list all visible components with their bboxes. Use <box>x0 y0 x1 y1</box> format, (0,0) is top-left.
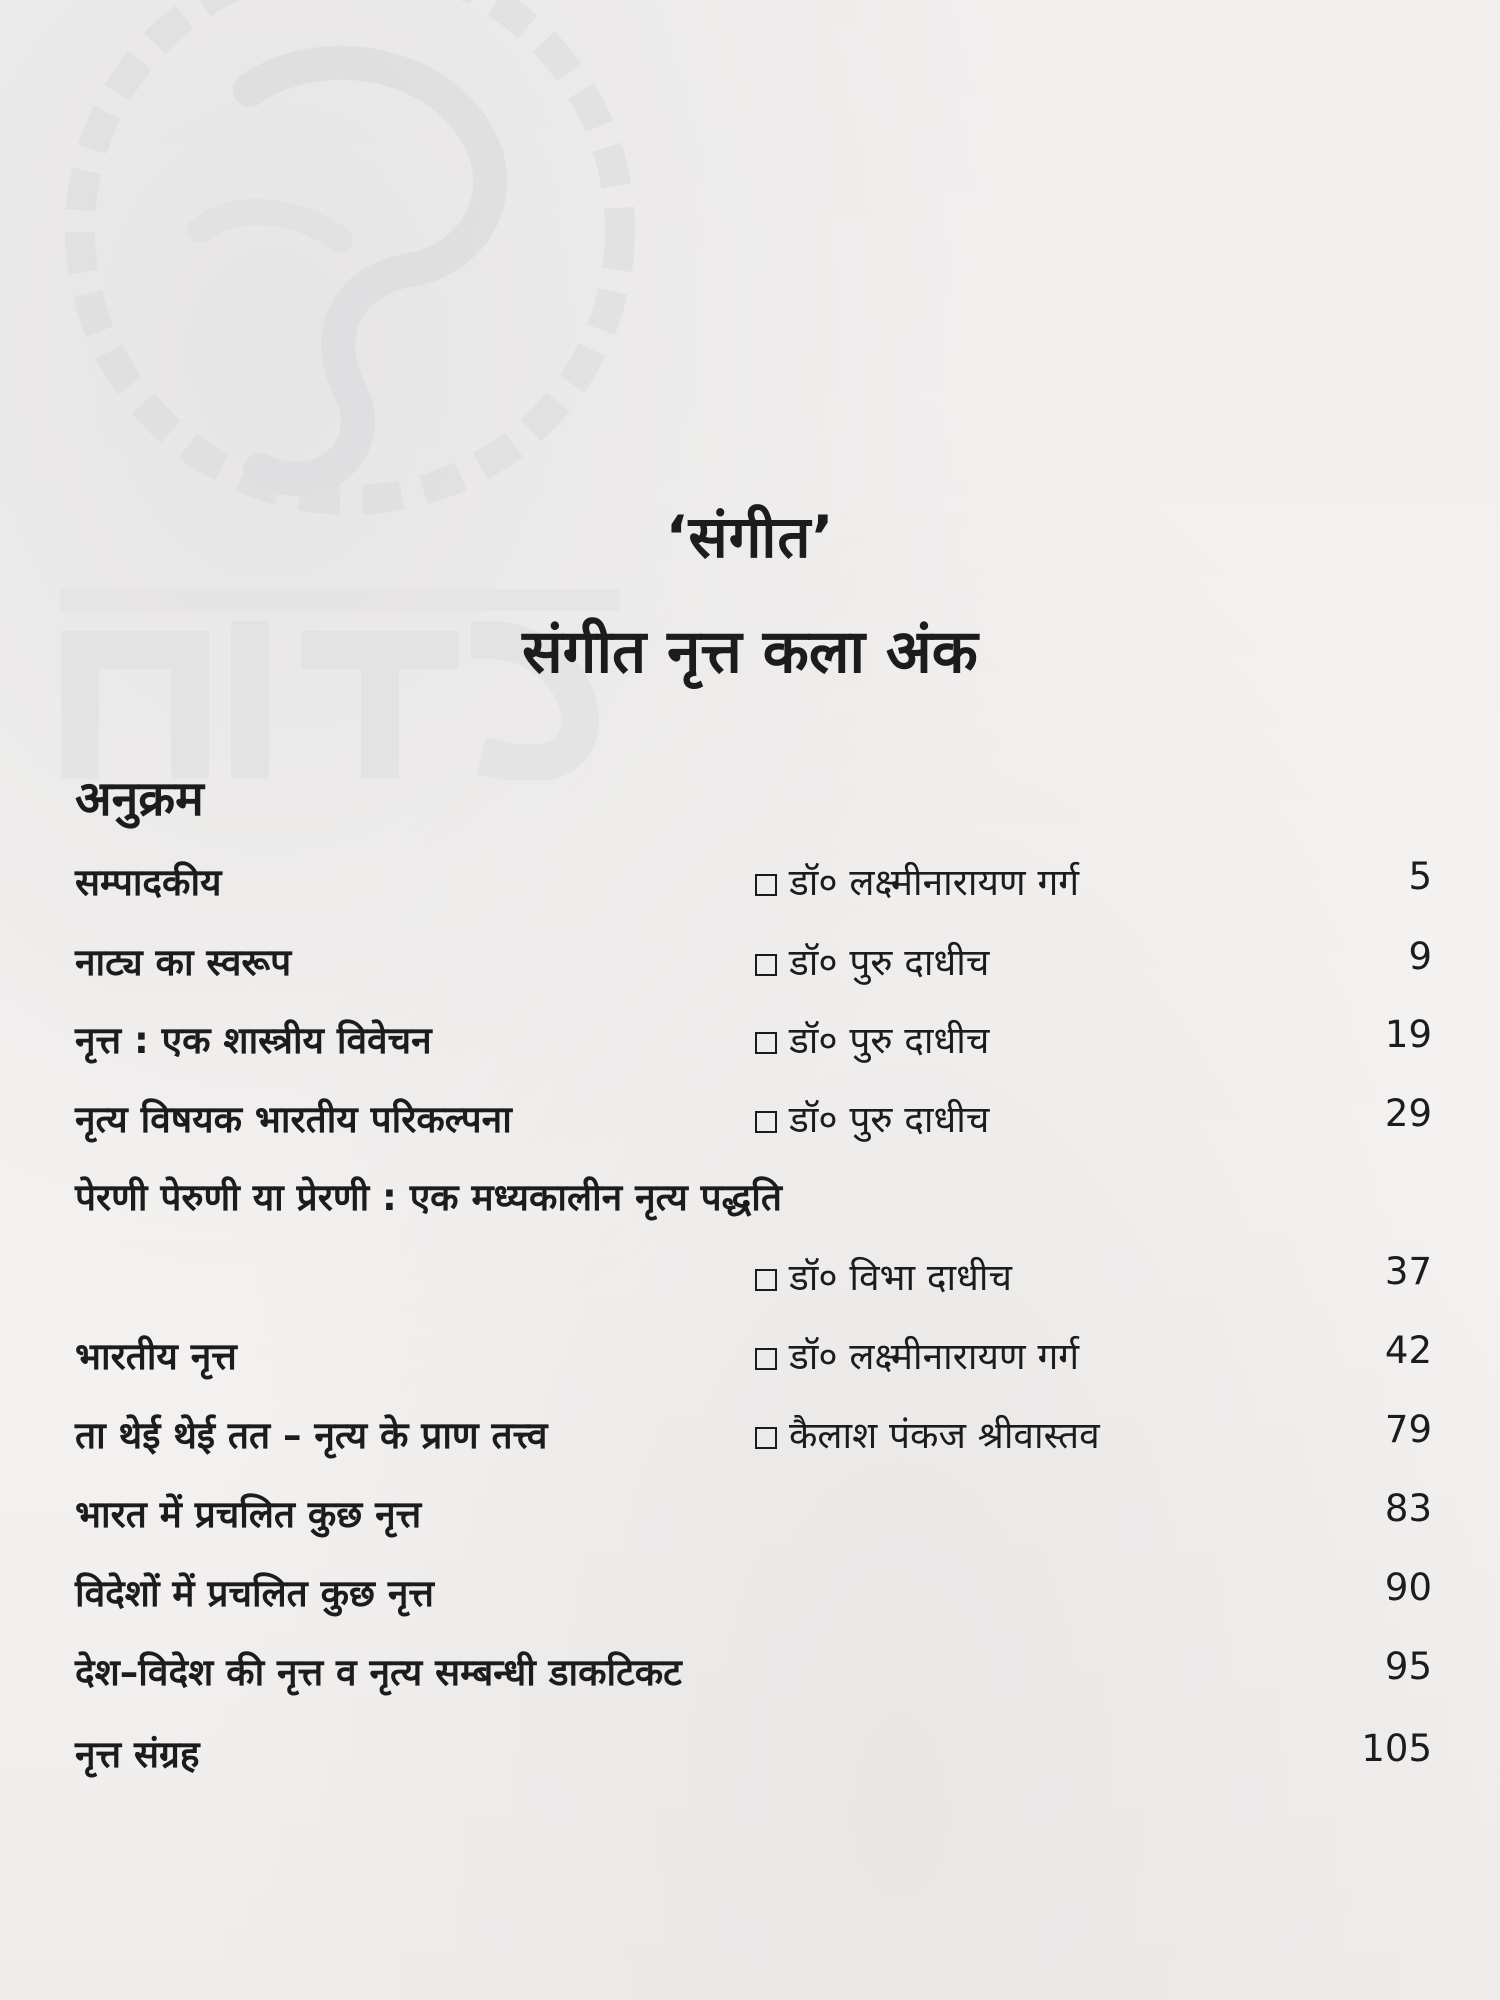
square-box-icon <box>755 1032 777 1054</box>
toc-entry-page: 19 <box>1384 1013 1432 1056</box>
toc-entry-title: सम्पादकीय <box>75 861 222 904</box>
toc-entry-author <box>755 1329 1079 1380</box>
toc-entry-page: 29 <box>1384 1092 1432 1135</box>
toc-entry-author <box>755 1092 989 1143</box>
toc-entry-title: देश–विदेश की नृत्त व नृत्य सम्बन्धी डाकटिकट <box>75 1651 682 1694</box>
toc-entry <box>0 1645 1500 1705</box>
square-box-icon <box>755 1427 777 1449</box>
author-name: डॉ० पुरु दाधीच <box>789 941 990 984</box>
toc-entry <box>0 935 1500 995</box>
toc-entry <box>0 1487 1500 1547</box>
toc-entry-title: ता थेई थेई तत – नृत्य के प्राण तत्त्व <box>75 1414 548 1457</box>
toc-entry-title: भारतीय नृत्त <box>75 1335 237 1378</box>
toc-entry-title: नृत्य विषयक भारतीय परिकल्पना <box>75 1098 512 1141</box>
author-name: डॉ० लक्ष्मीनारायण गर्ग <box>789 1335 1080 1378</box>
toc-entry <box>0 1329 1500 1389</box>
toc-entry <box>0 1566 1500 1626</box>
toc-entry-page: 79 <box>1384 1408 1432 1451</box>
contents-heading: अनुक्रम <box>75 771 204 827</box>
toc-entry-author <box>755 1250 1012 1301</box>
square-box-icon <box>755 954 777 976</box>
square-box-icon <box>755 1111 777 1133</box>
author-name: डॉ० पुरु दाधीच <box>789 1098 990 1141</box>
toc-entry-page: 42 <box>1384 1329 1432 1372</box>
toc-entry-page: 95 <box>1384 1645 1432 1688</box>
square-box-icon <box>755 1348 777 1370</box>
toc-entry-author <box>755 935 989 986</box>
toc-entry-title: नृत्त संग्रह <box>75 1733 200 1776</box>
toc-entry <box>0 1408 1500 1468</box>
magazine-name: ‘संगीत’ <box>665 503 835 571</box>
toc-entry-page: 105 <box>1361 1727 1432 1770</box>
toc-entry-page: 5 <box>1408 855 1432 898</box>
toc-entry-title: नाट्य का स्वरूप <box>75 941 292 984</box>
toc-entry <box>0 855 1500 915</box>
square-box-icon <box>755 874 777 896</box>
toc-entry-page: 9 <box>1408 935 1432 978</box>
toc-entry <box>0 1170 1500 1230</box>
toc-entry-title: पेरणी पेरुणी या प्रेरणी : एक मध्यकालीन नृत्य पद्धति <box>75 1176 782 1219</box>
toc-entry-page: 90 <box>1384 1566 1432 1609</box>
toc-entry <box>0 1727 1500 1787</box>
toc-entry-author <box>755 1013 989 1064</box>
toc-entry-title: नृत्त : एक शास्त्रीय विवेचन <box>75 1019 432 1062</box>
toc-entry <box>0 1013 1500 1073</box>
toc-entry-title: भारत में प्रचलित कुछ नृत्त <box>75 1493 422 1536</box>
toc-entry-author <box>755 855 1079 906</box>
author-name: डॉ० लक्ष्मीनारायण गर्ग <box>789 861 1080 904</box>
toc-entry-title: विदेशों में प्रचलित कुछ नृत्त <box>75 1572 434 1615</box>
author-name: कैलाश पंकज श्रीवास्तव <box>789 1414 1100 1457</box>
toc-entry-page: 37 <box>1384 1250 1432 1293</box>
author-name: डॉ० विभा दाधीच <box>789 1256 1012 1299</box>
toc-entry-page: 83 <box>1384 1487 1432 1530</box>
issue-title: संगीत नृत्त कला अंक <box>522 617 978 687</box>
square-box-icon <box>755 1269 777 1291</box>
toc-entry <box>0 1092 1500 1152</box>
toc-entry-author <box>755 1408 1100 1459</box>
toc-entry <box>0 1250 1500 1310</box>
author-name: डॉ० पुरु दाधीच <box>789 1019 990 1062</box>
